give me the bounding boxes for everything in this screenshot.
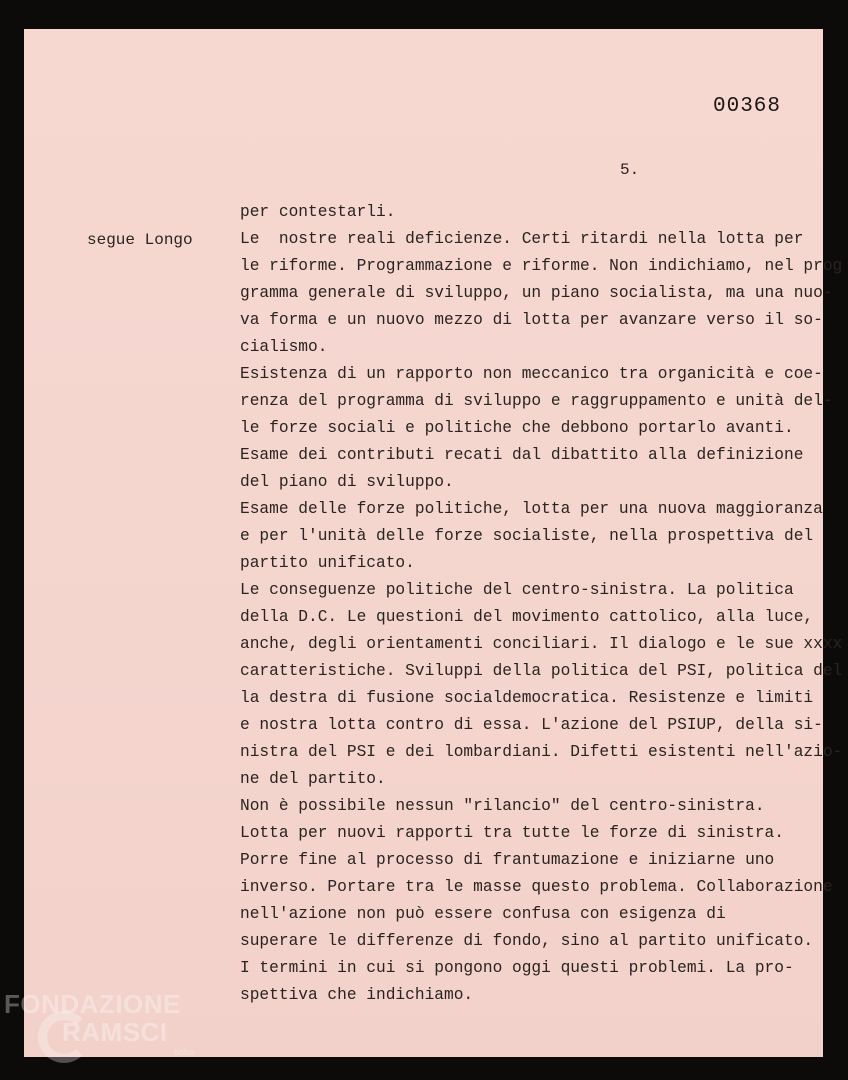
document-body [240,199,843,1009]
speaker-label: segue Longo [87,231,193,249]
text-line: e nostra lotta contro di essa. L'azione del PSIUP, della si- [240,716,823,734]
text-line: Esistenza di un rapporto non meccanico tra organicità e coe- [240,365,823,383]
text-line: Non è possibile nessun "rilancio" del centro-sinistra. [240,797,765,815]
page-number: 5. [620,161,640,179]
watermark-line-2: RAMSCI [62,1017,168,1047]
text-line: nistra del PSI e dei lombardiani. Difetti esistenti nell'azio- [240,743,843,761]
text-line: della D.C. Le questioni del movimento cattolico, alla luce, [240,608,814,626]
text-line: la destra di fusione socialdemocratica. Resistenze e limiti [240,689,814,707]
text-line: per contestarli. [240,203,396,221]
text-line: I termini in cui si pongono oggi questi problemi. La pro- [240,959,794,977]
text-line: del piano di sviluppo. [240,473,454,491]
text-line: cialismo. [240,338,328,356]
text-line: partito unificato. [240,554,415,572]
text-line: superare le differenze di fondo, sino al partito unificato. [240,932,814,950]
watermark-line-3: onlus [174,1047,196,1057]
text-line: renza del programma di sviluppo e raggruppamento e unità del- [240,392,833,410]
text-line: Le nostre reali deficienze. Certi ritardi nella lotta per [240,230,804,248]
text-line: Porre fine al processo di frantumazione e iniziarne uno [240,851,775,869]
text-line: spettiva che indichiamo. [240,986,474,1004]
text-line: le riforme. Programmazione e riforme. Non indichiamo, nel prog [240,257,843,275]
text-line: ne del partito. [240,770,386,788]
text-line: inverso. Portare tra le masse questo problema. Collaborazione [240,878,833,896]
watermark-line-1: FONDAZIONE [4,989,181,1019]
fondazione-gramsci-watermark [4,989,224,1069]
text-line: gramma generale di sviluppo, un piano socialista, ma una nuo- [240,284,833,302]
text-line: Esame delle forze politiche, lotta per una nuova maggioranza [240,500,823,518]
text-line: e per l'unità delle forze socialiste, nella prospettiva del [240,527,814,545]
text-line: Esame dei contributi recati dal dibattito alla definizione [240,446,804,464]
text-line: le forze sociali e politiche che debbono portarlo avanti. [240,419,794,437]
document-number: 00368 [713,95,782,118]
text-line: Le conseguenze politiche del centro-sinistra. La politica [240,581,794,599]
text-line: va forma e un nuovo mezzo di lotta per avanzare verso il so- [240,311,823,329]
text-line: nell'azione non può essere confusa con esigenza di [240,905,726,923]
text-line: Lotta per nuovi rapporti tra tutte le forze di sinistra. [240,824,784,842]
text-line: caratteristiche. Sviluppi della politica del PSI, politica del [240,662,843,680]
text-line: anche, degli orientamenti conciliari. Il dialogo e le sue xxxx [240,635,843,653]
